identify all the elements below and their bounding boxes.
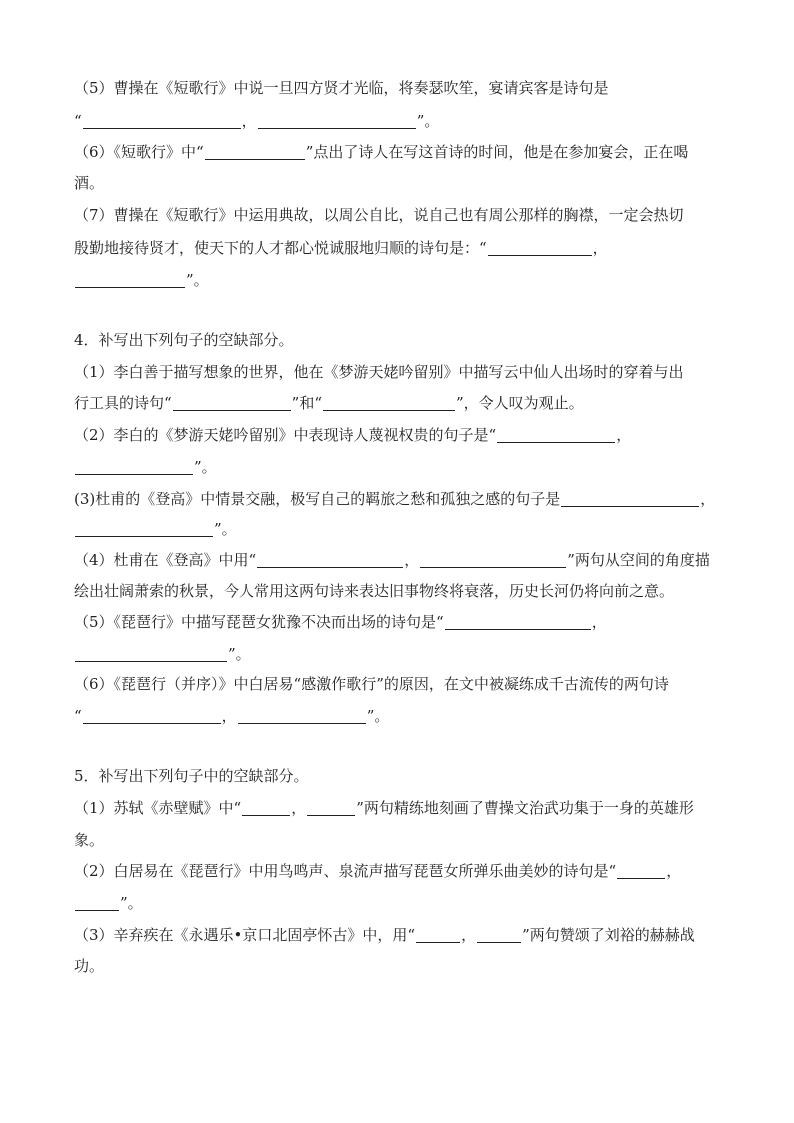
q5-3-line2: 功。	[74, 957, 105, 975]
answer-blank[interactable]	[75, 271, 185, 288]
answer-blank[interactable]	[75, 458, 193, 475]
answer-blank[interactable]	[258, 112, 416, 129]
answer-blank[interactable]	[242, 799, 290, 816]
answer-blank[interactable]	[307, 799, 355, 816]
answer-blank[interactable]	[75, 894, 119, 911]
q3-7-line1: （7）曹操在《短歌行》中运用典故，以周公自比，说自己也有周公那样的胸襟，一定会热切	[74, 206, 684, 224]
answer-blank[interactable]	[83, 112, 241, 129]
q4-1-line1: （1）李白善于描写想象的世界，他在《梦游天姥吟留别》中描写云中仙人出场时的穿着与出	[74, 363, 684, 381]
q3-5-line1: （5）曹操在《短歌行》中说一旦四方贤才光临，将奏瑟吹笙，宴请宾客是诗句是	[74, 79, 609, 97]
q4-5-line1: （5）《琵琶行》中描写琵琶女犹豫不决而出场的诗句是“ ，	[74, 613, 607, 631]
q5-2-line1: （2）白居易在《琵琶行》中用鸟鸣声、泉流声描写琵琶女所弹乐曲美妙的诗句是“ ，	[74, 862, 682, 880]
q4-heading: 4．补写出下列句子的空缺部分。	[74, 331, 294, 349]
answer-blank[interactable]	[238, 707, 366, 724]
q4-2-line2: ”。	[74, 457, 217, 477]
q4-1-line2: 行工具的诗句“ ”和“ ”，令人叹为观止。	[74, 394, 584, 412]
q4-4-line2: 绘出壮阔萧索的秋景，今人常用这两句诗来表达旧事物终将衰落，历史长河仍将向前之意。	[74, 582, 675, 600]
q3-5-line2: “ ， ”。	[74, 112, 440, 130]
answer-blank[interactable]	[617, 862, 665, 879]
q5-1-line1: （1）苏轼《赤壁赋》中“ ， ”两句精练地刻画了曹操文治武功集于一身的英雄形	[74, 799, 694, 817]
answer-blank[interactable]	[257, 551, 403, 568]
answer-blank[interactable]	[561, 490, 699, 507]
q4-5-line2: ”。	[74, 644, 251, 664]
answer-blank[interactable]	[83, 707, 221, 724]
q5-1-line2: 象。	[74, 831, 105, 849]
q3-6-line2: 酒。	[74, 174, 105, 192]
q4-3-line2: ”。	[74, 519, 237, 539]
q3-7-line2: 殷勤地接待贤才，使天下的人才都心悦诚服地归顺的诗句是：“ ，	[74, 239, 608, 257]
answer-blank[interactable]	[173, 394, 291, 411]
q4-3-line1: (3)杜甫的《登高》中情景交融，极写自己的羁旅之愁和孤独之感的句子是 ，	[74, 490, 716, 508]
answer-blank[interactable]	[445, 613, 591, 630]
q5-2-line2: ”。	[74, 893, 143, 913]
q5-heading: 5．补写出下列句子中的空缺部分。	[74, 767, 309, 785]
q4-6-line2: “ ， ”。	[74, 707, 390, 725]
answer-blank[interactable]	[497, 426, 615, 443]
answer-blank[interactable]	[75, 520, 213, 537]
answer-blank[interactable]	[420, 551, 566, 568]
q5-3-line1: （3）辛弃疾在《永遇乐•京口北固亭怀古》中，用“ ， ”两句赞颂了刘裕的赫赫战	[74, 926, 695, 944]
answer-blank[interactable]	[323, 394, 455, 411]
answer-blank[interactable]	[416, 926, 460, 943]
answer-blank[interactable]	[75, 645, 227, 662]
q4-6-line1: （6）《琵琶行（并序）》中白居易“感激作歌行”的原因，在文中被凝练成千古流传的两句诗	[74, 675, 669, 693]
answer-blank[interactable]	[477, 926, 521, 943]
q3-7-line3: ”。	[74, 270, 209, 290]
answer-blank[interactable]	[205, 143, 305, 160]
answer-blank[interactable]	[488, 239, 592, 256]
q4-2-line1: （2）李白的《梦游天姥吟留别》中表现诗人蔑视权贵的句子是“ ，	[74, 426, 632, 444]
q3-6-line1: （6）《短歌行》中“ ”点出了诗人在写这首诗的时间，他是在参加宴会，正在喝	[74, 143, 689, 161]
q4-4-line1: （4）杜甫在《登高》中用“ ， ”两句从空间的角度描	[74, 551, 710, 569]
